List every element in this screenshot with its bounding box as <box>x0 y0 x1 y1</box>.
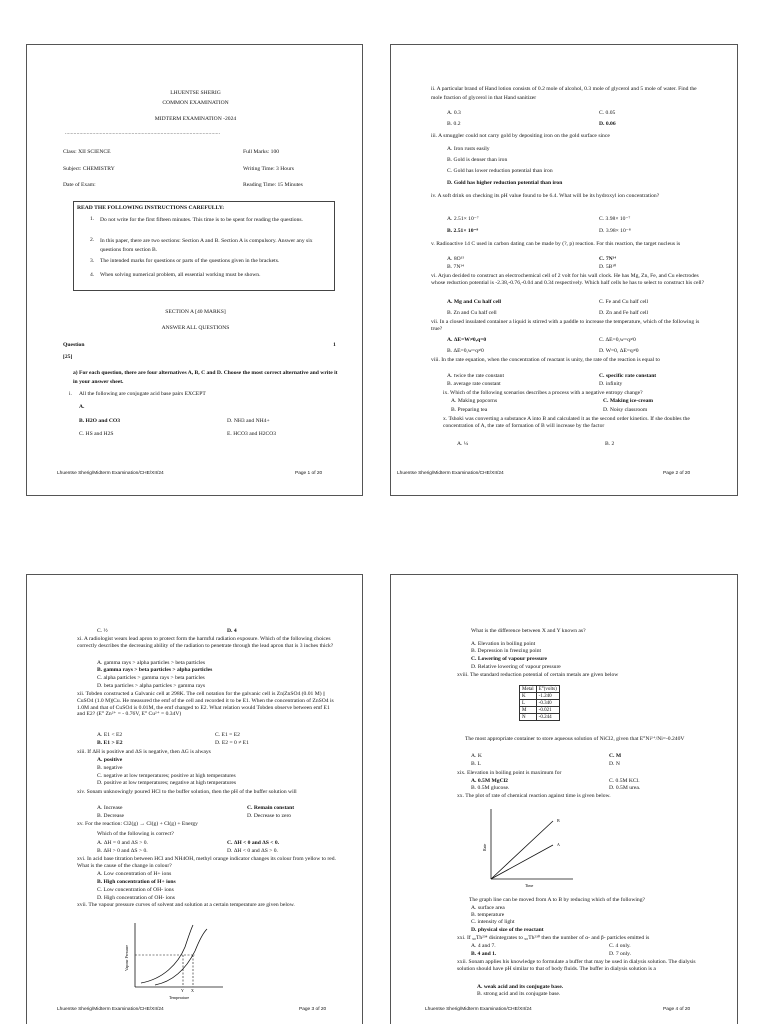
q-iv-text: iv. A soft drink on checking its pH value found to be 6.4. What will be its hydroxyl ion concentration? <box>431 193 660 199</box>
graph-label-x: X <box>191 988 194 993</box>
school-name: LHUENTSE SHERIG <box>170 90 221 96</box>
q-xiv-text: xiv. Sonam unknowingly poured HCl to the buffer solution, then the pH of the buffer solution will <box>77 789 297 795</box>
table-cell: -0.021 <box>536 707 559 714</box>
q-x-option-a: A. ¼ <box>457 441 469 447</box>
answer-all-heading: ANSWER ALL QUESTIONS <box>161 325 230 331</box>
q-store-option-a: A. K <box>471 753 482 759</box>
q-store-text: The most appropriate container to store aqueous solution of NiCl2, given that E°Ni²⁺/Ni=-0.240V <box>465 736 685 742</box>
q-viii-option-a: A. twice the rate constant <box>447 373 505 379</box>
q-i-option-c: C. HS and H2S <box>79 431 114 437</box>
q-xxi-option-c: C. 4 only. <box>609 943 631 949</box>
q-xxii-option-a: A. weak acid and its conjugate base. <box>477 984 564 990</box>
q-ii-option-b: B. 0.2 <box>447 121 461 127</box>
graph-xlabel: Temperature <box>169 995 190 1000</box>
q-i-option-d: D. NH3 and NH4+ <box>227 418 270 424</box>
table-header: E°(volts) <box>536 686 559 693</box>
question-label: Question <box>63 342 85 348</box>
instruction-a: a) For each question, there are four alternatives A, B, C and D. Choose the most correct alternative and write it in your answer sheet. <box>73 370 338 385</box>
q-xiv-option-c: C. Remain constant <box>247 805 295 811</box>
q-iii-option-c: C. Gold has lower reduction potential than iron <box>447 168 553 174</box>
writing-time: Writing Time: 3 Hours <box>243 166 294 172</box>
table-cell: -0.244 <box>536 714 559 721</box>
q-xx-option-c: C. intensity of light <box>471 919 515 925</box>
q-viii-option-d: D. infinity <box>599 381 623 387</box>
solvent-curve <box>141 925 193 983</box>
q-iii-option-a: A. Iron rusts easily <box>447 146 490 152</box>
q-xx-text: xx. The plot of rate of chemical reaction against time is given below. <box>457 793 611 799</box>
q-xiv-option-d: D. Decrease to zero <box>247 813 292 819</box>
q-xvii-question: What is the difference between X and Y known as? <box>471 628 586 634</box>
full-marks: Full Marks: 100 <box>243 149 280 155</box>
q-viii-option-b: B. average rate constant <box>447 381 501 387</box>
q-vi-option-c: C. Fe and Cu half cell <box>599 299 649 305</box>
graph-label-a: A <box>557 842 560 847</box>
q-xvii-text: xvii. The vapour pressure curves of solvent and solution at a certain temperature are given below. <box>77 902 295 908</box>
exam-title: COMMON EXAMINATION <box>162 100 229 106</box>
q-iii-text: iii. A smuggler could not carry gold by depositing iron on the gold surface since <box>431 133 610 139</box>
q-xii-option-a: A. E1 < E2 <box>97 732 123 738</box>
q-vi-option-a: A. Mg and Cu half cell <box>447 299 502 305</box>
q-xvii-option-a: A. Elevation in boiling point <box>471 641 536 647</box>
q-xvii-option-d: D. Relative lowering of vapour pressure <box>471 664 561 670</box>
section-a-heading: SECTION A [40 MARKS] <box>165 309 226 315</box>
table-cell: L <box>520 700 537 707</box>
footer-page: Page 4 of 20 <box>663 1007 691 1012</box>
q-v-option-c: C. 7N¹⁴ <box>599 256 617 262</box>
q-x-option-b: B. 2 <box>605 441 615 447</box>
q-ix-option-a: A. Making popcorns <box>451 398 498 404</box>
exam-date: Date of Exam: <box>63 182 96 188</box>
q-ix-text: ix. Which of the following scenarios describes a process with a negative entropy change? <box>443 390 643 396</box>
q-xiv-option-a: A. Increase <box>97 805 123 811</box>
q-xxi-text: xxi. If ₉₀Th²³⁴ disintegrates to ₉₀Th²³⁰ then the number of α- and β- particles emitted is <box>457 935 650 941</box>
q-vi-text: vi. Arjun decided to construct an electrochemical cell of 2 volt for his wall clock. He has Mg, Zn, Fe, and Cu electrodes whose reduction potential is -2.38,-0.76,-0.04 and 0.34 respectively. Which half cells he has to select to construct his cell? <box>431 273 705 286</box>
subject-label: Subject: CHEMISTRY <box>63 166 115 172</box>
q-xi-option-a: A. gamma rays > alpha particles > beta particles <box>97 660 206 666</box>
q-viii-text: viii. In the rate equation, when the concentration of reactant is unity, the rate of the reaction is equal to <box>431 357 660 363</box>
footer-page: Page 1 of 20 <box>295 471 323 476</box>
q-ii-option-d: D. 0.06 <box>599 121 616 127</box>
q-store-option-c: C. M <box>609 753 622 759</box>
q-xx-option-a: A. surface area <box>471 905 505 911</box>
q-xv-option-a: A. ΔH = 0 and ΔS > 0. <box>97 840 148 846</box>
q-i-option-b: B. H2O and CO3 <box>79 418 121 424</box>
q-iv-option-a: A. 2.51× 10⁻⁷ <box>447 216 479 222</box>
q-ix-option-b: B. Preparing tea <box>451 407 488 413</box>
q-i-text: All the following are conjugate acid base pairs EXCEPT <box>79 391 206 397</box>
footer-left: Lhuentse Sherig/Midterm Examination/CHE/XII/24 <box>57 1007 164 1012</box>
table-row <box>520 700 560 707</box>
q-xix-option-d: D. 0.5M urea. <box>609 785 641 791</box>
q-xvi-option-b: B. High concentration of H+ ions <box>97 879 176 885</box>
table-row <box>520 693 560 700</box>
q-v-text: v. Radioactive 14 C used in carbon dating can be made by (?, p) reaction. For this reaction, the target nucleus is <box>431 241 681 247</box>
q-xv-text: xv. For the reaction: Cl2(g) → Cl(g) + Cl(g) + Energy <box>77 821 198 827</box>
q-xii-option-c: C. E1 = E2 <box>215 732 240 738</box>
q-xvi-text: xvi. In acid base titration between HCl and NH4OH, methyl orange indicator changes its colour from yellow to red. What is the cause of the change in colour? <box>77 856 336 869</box>
q-store-option-d: D. N <box>609 761 620 767</box>
q-xix-option-b: B. 0.5M glucose. <box>471 785 510 791</box>
q-xii-text: xii. Tobden constructed a Galvanic cell at 298K. The cell notation for the galvanic cell is Zn|ZnSO4 (0.01 M) || CuSO4 (1.0 M)|Cu. He measured the emf of the cell and recorded it to be E1. When the concentration of ZnSO4 is 1.0M and that of CuSO4 is 0.01M, the emf changed to E2. What relation would Tobden observe between emf E1 and E2? (E° Zn²⁺ = - 0.76V, E° Cu²⁺ = 0.34V) <box>77 691 334 718</box>
graph-label-b: B <box>557 818 560 823</box>
q-vi-option-b: B. Zn and Cu half cell <box>447 310 497 316</box>
q-xv-option-d: D. ΔH < 0 and ΔS > 0. <box>227 848 278 854</box>
midterm-title: MIDTERM EXAMINATION -2024 <box>154 116 237 122</box>
q-ii-option-c: C. 0.05 <box>599 110 616 116</box>
dotted-separator: ........................................................................................................... <box>65 131 221 136</box>
q-vii-option-c: C. ΔE=0,w=q≠0 <box>599 337 636 343</box>
q-xix-text: xix. Elevation in boiling point is maximum for <box>457 770 562 776</box>
q-xvi-option-a: A. Low concentration of H+ ions <box>97 871 172 877</box>
exam-page-1 <box>26 44 363 496</box>
q-viii-option-c: C. specific rate constant <box>599 373 657 379</box>
q-vii-text: vii. In a closed insulated container a liquid is stirred with a paddle to increase the temperature, which of the following is true? <box>431 319 700 332</box>
exam-page-2 <box>390 44 738 496</box>
q-xix-option-c: C. 0.5M KCl. <box>609 778 640 784</box>
q-ix-option-c: C. Making ice-cream <box>603 398 654 404</box>
q-xii-option-d: D. E2 = 0 ≠ E1 <box>215 740 249 746</box>
q-iv-option-d: D. 3.98× 10⁻⁸ <box>599 228 631 234</box>
q-iv-option-c: C. 3.98× 10⁻⁷ <box>599 216 631 222</box>
table-cell: K <box>520 693 537 700</box>
solution-curve <box>155 929 207 985</box>
q-vii-option-b: B. ΔE=0,w=q≠0 <box>447 348 484 354</box>
q-xv-option-c: C. ΔH < 0 and ΔS < 0. <box>227 840 280 846</box>
exam-page-3 <box>26 574 363 1024</box>
q-xi-option-b: B. gamma rays > beta particles > alpha particles <box>97 667 213 673</box>
class-label: Class: XII SCIENCE <box>63 149 111 155</box>
question-marks: [25] <box>63 354 73 360</box>
q-i-option-e: E. HCO3 and H2CO3 <box>227 431 277 437</box>
q-xxi-option-a: A. 4 and 7. <box>471 943 496 949</box>
table-header-row <box>520 686 560 693</box>
q-iii-option-d: D. Gold has higher reduction potential than iron <box>447 180 563 186</box>
q-xvii-option-b: B. Depression in freezing point <box>471 648 542 654</box>
rate-time-graph <box>481 807 577 891</box>
graph-label-y: Y <box>181 988 184 993</box>
q-xii-option-b: B. E1 > E2 <box>97 740 123 746</box>
q-xi-option-c: C. alpha particles > gamma rays > beta particles <box>97 675 205 681</box>
q-xviii-text: xviii. The standard reduction potential of certain metals are given below <box>457 672 619 678</box>
q-xvii-option-c: C. Lowering of vapour pressure <box>471 656 547 662</box>
q-xx-option-b: B. temperature <box>471 912 505 918</box>
exam-page-4 <box>390 574 738 1024</box>
q-xiii-option-d: D. positive at low temperatures; negative at high temperatures <box>97 780 237 786</box>
q-xxii-text: xxii. Sonam applies his knowledge to formulate a buffer that may be used in dialysis solution. The dialysis solution should have pH similar to that of body fluids. The buffer in dialysis solution is a <box>457 959 696 972</box>
q-x-option-d: D. 4 <box>227 628 237 634</box>
q-x-text: x. Tshoki was converting a substance A into B and calculated it as the second order kinetics. If she doubles the concentration of A, the rate of formation of B will increase by the factor <box>443 416 690 429</box>
table-row <box>520 707 560 714</box>
footer-left: Lhuentse Sherig/Midterm Examination/CHE/XII/24 <box>425 1007 532 1012</box>
q-xiii-option-a: A. positive <box>97 757 123 763</box>
q-x-option-c: C. ½ <box>97 628 108 634</box>
graph-ylabel: Vapour Pressure <box>124 944 129 971</box>
question-number: 1 <box>333 342 336 348</box>
instructions-box: READ THE FOLLOWING INSTRUCTIONS CAREFULLY: 1. Do not write for the first fifteen minutes. This time is to be spent for reading the questions. 2. In this paper, there are two sections: Section A and B. Section A is compulsory. Answer any six questions from section B. 3. The intended marks for questions or parts of the questions given in the brackets. 4. When solving numerical problem, all essential working must be shown. <box>73 201 335 291</box>
q-i-option-a: A. <box>79 404 85 410</box>
q-xiv-option-b: B. Decrease <box>97 813 125 819</box>
vapour-pressure-graph <box>123 919 231 1001</box>
instruction-2: In this paper, there are two sections: Section A and B. Section A is compulsory. Answer any six questions from section B. <box>100 238 313 253</box>
q-xv-question: Which of the following is correct? <box>97 831 174 837</box>
q-v-option-d: D. 5B¹⁰ <box>599 264 617 270</box>
q-xiii-text: xiii. If ΔH is positive and ΔS is negative, then ΔG is always <box>77 749 211 755</box>
footer-page: Page 3 of 20 <box>299 1007 327 1012</box>
table-cell: -0.340 <box>536 700 559 707</box>
q-v-option-a: A. 8O¹⁵ <box>447 256 465 262</box>
footer-left: Lhuentse Sherig/Midterm Examination/CHE/XII/24 <box>57 471 164 476</box>
footer-page: Page 2 of 20 <box>663 471 691 476</box>
q-xxii-option-b: B. strong acid and its conjugate base. <box>477 991 561 997</box>
q-vi-option-d: D. Zn and Fe half cell <box>599 310 649 316</box>
q-xix-option-a: A. 0.5M MgCl2 <box>471 778 508 784</box>
table-row <box>520 714 560 721</box>
graph-xlabel: Time <box>525 883 534 888</box>
q-vii-option-a: A. ΔE=W≠0,q=0 <box>447 337 487 343</box>
instruction-4: When solving numerical problem, all essential working must be shown. <box>100 272 261 278</box>
q-xiii-option-b: B. negative <box>97 765 123 771</box>
table-header: Metal <box>520 686 537 693</box>
q-xvi-option-d: D. High concentration of OH- ions <box>97 895 175 901</box>
table-cell: -1.240 <box>536 693 559 700</box>
graph-ylabel: Rate <box>482 843 487 851</box>
q-xvi-option-c: C. Low concentration of OH- ions <box>97 887 174 893</box>
q-xx-question: The graph line can be moved from A to B by reducing which of the following? <box>469 897 646 903</box>
q-xi-option-d: D. beta particles > alpha particles > gamma rays <box>97 683 206 689</box>
q-xxi-option-b: B. 4 and 1. <box>471 951 497 957</box>
q-vii-option-d: D. W=0, ΔE=q≠0 <box>599 348 639 354</box>
q-xiii-option-c: C. negative at low temperatures; positive at high temperatures <box>97 773 236 779</box>
reduction-potential-table <box>519 685 560 721</box>
q-store-option-b: B. L <box>471 761 481 767</box>
q-ii-option-a: A. 0.3 <box>447 110 461 116</box>
table-cell: N <box>520 714 537 721</box>
q-v-option-b: B. 7N¹⁴ <box>447 264 464 270</box>
footer-left: Lhuentse Sherig/Midterm Examination/CHE/XII/24 <box>397 471 504 476</box>
q-ix-option-d: D. Noisy classroom <box>603 407 648 413</box>
instructions-title: READ THE FOLLOWING INSTRUCTIONS CAREFULLY: <box>77 205 225 211</box>
reading-time: Reading Time: 15 Minutes <box>243 182 303 188</box>
q-i-number: i. <box>69 391 72 397</box>
q-iv-option-b: B. 2.51× 10⁻⁸ <box>447 228 479 234</box>
q-xx-option-d: D. physical size of the reactant <box>471 927 544 933</box>
q-ii-text: ii. A particular brand of Hand lotion consists of 0.2 mole of alcohol, 0.3 mole of glycerol and 5 mole of water. Find the mole fraction of glycerol in that Hand sanitizer <box>431 86 697 101</box>
q-xxi-option-d: D. 7 only. <box>609 951 632 957</box>
instruction-3: The intended marks for questions or parts of the questions given in the brackets. <box>100 258 280 264</box>
q-xi-text: xi. A radiologist wears lead apron to protect form the harmful radiation exposure. Which of the following choices correctly describes the decreasing ability of the radiation to penetrate through the lead apron that is 3 inches thick? <box>77 636 334 649</box>
table-cell: M <box>520 707 537 714</box>
instruction-1: Do not write for the first fifteen minutes. This time is to be spent for reading the questions. <box>100 217 303 223</box>
q-xv-option-b: B. ΔH > 0 and ΔS > 0. <box>97 848 148 854</box>
q-iii-option-b: B. Gold is denser than iron <box>447 157 508 163</box>
